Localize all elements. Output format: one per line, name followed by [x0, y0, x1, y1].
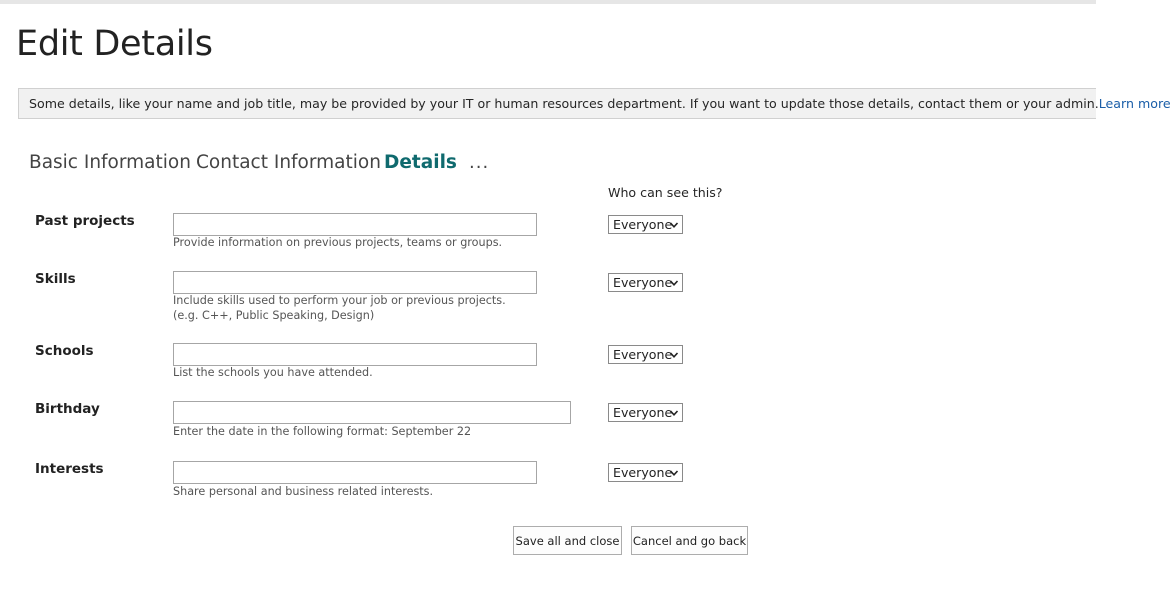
schools-visibility-select[interactable] — [608, 345, 683, 364]
skills-input[interactable] — [173, 271, 537, 294]
tabs-more-button[interactable]: ... — [469, 152, 490, 173]
chevron-down-icon — [669, 278, 679, 288]
tab-contact-information[interactable]: Contact Information — [196, 152, 381, 173]
chevron-down-icon — [669, 408, 679, 418]
learn-more-link[interactable]: Learn more — [1098, 96, 1171, 111]
skills-hint-line-2: (e.g. C++, Public Speaking, Design) — [173, 308, 375, 322]
schools-visibility-value: Everyone — [613, 347, 673, 362]
tab-basic-information[interactable]: Basic Information — [29, 152, 191, 173]
save-all-and-close-button[interactable]: Save all and close — [513, 526, 622, 555]
skills-label: Skills — [35, 271, 76, 287]
past-projects-hint: Provide information on previous projects, teams or groups. — [173, 236, 503, 249]
interests-label: Interests — [35, 461, 104, 477]
interests-input[interactable] — [173, 461, 537, 484]
chevron-down-icon — [669, 220, 679, 230]
visibility-header: Who can see this? — [608, 185, 723, 200]
page-title: Edit Details — [16, 24, 213, 64]
top-bar — [0, 0, 1096, 4]
past-projects-input[interactable] — [173, 213, 537, 236]
schools-input[interactable] — [173, 343, 537, 366]
chevron-down-icon — [669, 350, 679, 360]
past-projects-visibility-select[interactable] — [608, 215, 683, 234]
birthday-visibility-select[interactable] — [608, 403, 683, 422]
skills-visibility-select[interactable] — [608, 273, 683, 292]
interests-visibility-select[interactable] — [608, 463, 683, 482]
schools-hint: List the schools you have attended. — [173, 366, 373, 379]
birthday-visibility-value: Everyone — [613, 405, 673, 420]
interests-visibility-value: Everyone — [613, 465, 673, 480]
interests-hint: Share personal and business related interests. — [173, 485, 434, 498]
skills-hint-line-1: Include skills used to perform your job or previous projects. — [173, 294, 506, 307]
skills-hint — [173, 294, 506, 323]
skills-visibility-value: Everyone — [613, 275, 673, 290]
info-banner — [18, 88, 1171, 119]
chevron-down-icon — [669, 468, 679, 478]
schools-label: Schools — [35, 343, 94, 359]
birthday-hint: Enter the date in the following format: September 22 — [173, 425, 472, 438]
tab-details[interactable]: Details — [384, 152, 457, 173]
past-projects-label: Past projects — [35, 213, 135, 229]
past-projects-visibility-value: Everyone — [613, 217, 673, 232]
birthday-label: Birthday — [35, 401, 100, 417]
cancel-and-go-back-button[interactable]: Cancel and go back — [631, 526, 748, 555]
birthday-input[interactable] — [173, 401, 571, 424]
info-banner-text: Some details, like your name and job title, may be provided by your IT or human resources department. If you want to update those details, contact them or your admin. — [29, 96, 1099, 111]
